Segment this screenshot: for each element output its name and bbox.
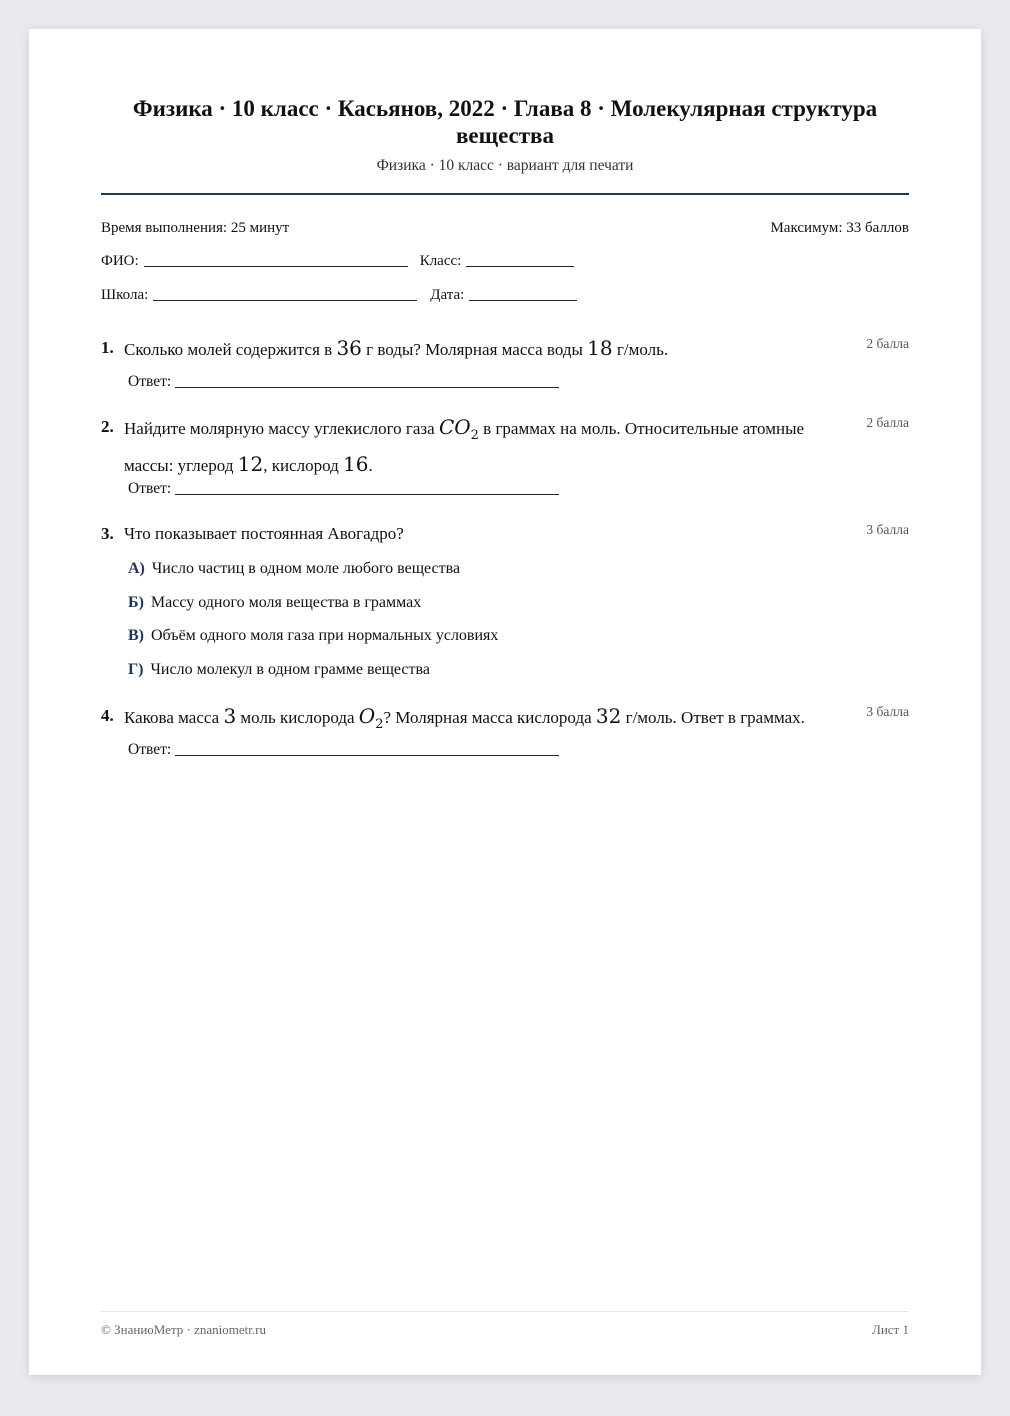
math-value: 18 <box>587 336 613 360</box>
text-part: моль кислорода <box>236 708 359 727</box>
max-score: Максимум: 33 баллов <box>770 220 909 236</box>
answer-label: Ответ: <box>128 480 172 497</box>
formula-base: CO <box>438 415 471 439</box>
math-value: 16 <box>342 452 369 476</box>
question-text <box>124 702 864 739</box>
text-part: г/моль. Ответ в граммах. <box>621 708 805 727</box>
question-text <box>124 334 854 364</box>
text-part: Сколько молей содержится в <box>124 340 337 359</box>
math-value: 32 <box>595 704 622 728</box>
page-subtitle: Физика · 10 класс · вариант для печати <box>376 157 634 174</box>
answer-field[interactable] <box>175 386 559 388</box>
formula-subscript: 2 <box>375 717 384 732</box>
option-a[interactable] <box>128 560 460 578</box>
question-number: 3. <box>101 524 114 543</box>
text-part: г воды? Молярная масса воды <box>361 340 588 359</box>
page-title: Физика · 10 класс · Касьянов, 2022 · Глава 8 · Молекулярная структура вещества <box>132 96 878 148</box>
worksheet-page <box>29 29 981 1375</box>
text-part: в граммах на моль. Относительные атомные массы: углерод <box>124 419 805 475</box>
answer-field[interactable] <box>175 493 559 495</box>
header-divider <box>101 193 909 195</box>
answer-field[interactable] <box>175 754 559 756</box>
question-points: 3 балла <box>866 522 909 537</box>
formula-o2 <box>358 704 384 732</box>
option-letter: Б) <box>128 594 144 611</box>
fio-class-row <box>101 253 574 270</box>
formula-co2 <box>438 415 479 443</box>
question-points: 2 балла <box>866 415 909 430</box>
option-letter: А) <box>128 560 145 577</box>
time-limit: Время выполнения: 25 минут <box>101 220 290 236</box>
school-date-row <box>101 287 577 304</box>
text-part: ? Молярная масса кислорода <box>383 708 596 727</box>
text-part: Какова масса <box>124 708 224 727</box>
text-part: Найдите молярную массу углекислого газа <box>124 419 439 438</box>
text-part: г/моль. <box>612 340 669 359</box>
answer-label: Ответ: <box>128 373 172 390</box>
math-value: 36 <box>336 336 362 360</box>
question-number: 2. <box>101 417 114 436</box>
footer-divider <box>101 1311 909 1312</box>
class-field[interactable] <box>466 265 574 267</box>
text-part: . <box>368 456 373 475</box>
school-label: Школа: <box>101 287 149 303</box>
math-value: 12 <box>237 452 264 476</box>
option-text: Объём одного моля газа при нормальных условиях <box>151 627 499 644</box>
option-letter: Г) <box>128 661 144 678</box>
meta-row <box>101 220 909 237</box>
option-text: Число молекул в одном грамме вещества <box>150 661 430 678</box>
school-field[interactable] <box>153 299 417 301</box>
option-c[interactable] <box>128 627 498 645</box>
date-label: Дата: <box>430 287 465 303</box>
answer-row-2 <box>128 480 559 498</box>
question-points: 3 балла <box>866 704 909 719</box>
question-number: 1. <box>101 338 114 357</box>
question-text: Что показывает постоянная Авогадро? <box>124 524 404 543</box>
fio-label: ФИО: <box>101 253 139 269</box>
question-points: 2 балла <box>866 336 909 351</box>
answer-row-1 <box>128 373 559 391</box>
class-label: Класс: <box>419 253 462 269</box>
formula-base: O <box>358 704 376 728</box>
option-text: Массу одного моля вещества в граммах <box>150 594 422 611</box>
answer-row-4 <box>128 741 559 759</box>
option-d[interactable] <box>128 661 430 679</box>
question-text <box>124 413 854 480</box>
option-letter: В) <box>128 627 144 644</box>
footer-copyright: © ЗнаниоМетр · znaniometr.ru <box>101 1322 266 1337</box>
option-text: Число частиц в одном моле любого вещества <box>151 560 461 577</box>
option-b[interactable] <box>128 594 421 612</box>
fio-field[interactable] <box>144 265 408 267</box>
formula-subscript: 2 <box>470 428 479 443</box>
footer-page-number: Лист 1 <box>872 1322 909 1337</box>
question-number: 4. <box>101 706 114 725</box>
date-field[interactable] <box>469 299 577 301</box>
text-part: , кислород <box>263 456 343 475</box>
answer-label: Ответ: <box>128 741 172 758</box>
math-value: 3 <box>223 704 237 728</box>
